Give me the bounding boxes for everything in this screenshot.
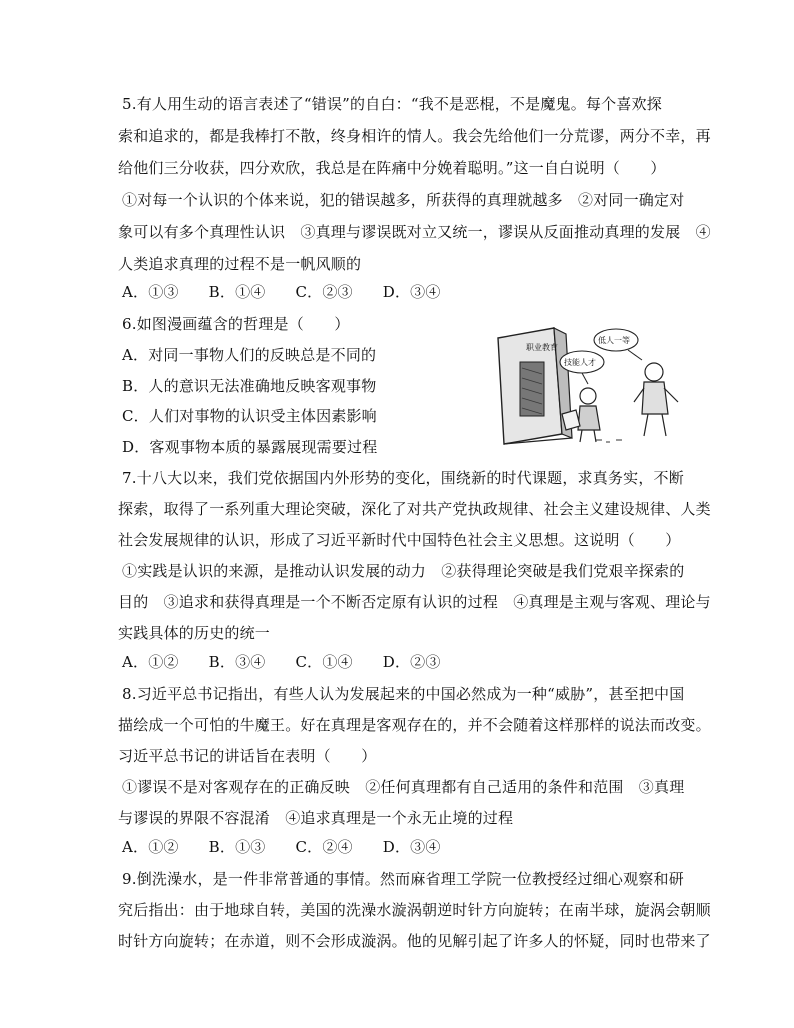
q7-statement-line-1: ①实践是认识的来源，是推动认识发展的动力 ②获得理论突破是我们党艰辛探索的 <box>122 562 685 580</box>
q8-statement-line-1: ①谬误不是对客观存在的正确反映 ②任何真理都有自己适用的条件和范围 ③真理 <box>122 778 685 796</box>
q5-statement-line-2: 象可以有多个真理性认识 ③真理与谬误既对立又统一，谬误从反面推动真理的发展 ④ <box>118 223 711 241</box>
q7-option-a: A．①② <box>122 653 179 671</box>
q5-statement-line-3: 人类追求真理的过程不是一帆风顺的 <box>118 255 362 273</box>
q5-statement-line-1: ①对每一个认识的个体来说，犯的错误越多，所获得的真理就越多 ②对同一确定对 <box>122 191 685 209</box>
q7-option-d: D．②③ <box>382 653 441 671</box>
q7-option-c: C．①④ <box>295 653 353 671</box>
q8-option-a: A．①② <box>122 838 179 856</box>
q8-stem-line-2: 描绘成一个可怕的牛魔王。好在真理是客观存在的，并不会随着这样那样的说法而改变。 <box>118 716 711 734</box>
q6-stem: 6.如图漫画蕴含的哲理是（ ） <box>122 315 350 333</box>
q9-stem-line-3: 时针方向旋转；在赤道，则不会形成漩涡。他的见解引起了许多人的怀疑，同时也带来了 <box>118 932 711 950</box>
q8-stem-line-1: 8.习近平总书记指出，有些人认为发展起来的中国必然成为一种“威胁”，甚至把中国 <box>122 685 685 703</box>
q6-option-b: B．人的意识无法准确地反映客观事物 <box>122 377 377 395</box>
q7-option-b: B．③④ <box>208 653 266 671</box>
q5-options <box>122 282 471 302</box>
q7-statement-line-3: 实践具体的历史的统一 <box>118 624 271 642</box>
q9-stem-line-2: 究后指出：由于地球自转，美国的洗澡水漩涡朝逆时针方向旋转；在南半球，旋涡会朝顺 <box>118 901 711 919</box>
q8-options <box>122 837 471 857</box>
q5-option-d: D．③④ <box>382 283 441 301</box>
q7-stem-line-1: 7.十八大以来，我们党依据国内外形势的变化，围绕新的时代课题，求真务实，不断 <box>122 469 684 487</box>
q9-stem-line-1: 9.倒洗澡水，是一件非常普通的事情。然而麻省理工学院一位教授经过细心观察和研 <box>122 870 684 888</box>
q6-option-d: D．客观事物本质的暴露展现需要过程 <box>122 438 378 456</box>
q7-statement-line-2: 目的 ③追求和获得真理是一个不断否定原有认识的过程 ④真理是主观与客观、理论与 <box>118 593 711 611</box>
q5-stem-line-3: 给他们三分收获，四分欢欣，我总是在阵痛中分娩着聪明。”这一自白说明（ ） <box>118 159 666 177</box>
book-title-text: 职业教育 <box>526 343 558 352</box>
tall-person-figure <box>634 363 678 436</box>
q5-option-a: A．①③ <box>122 283 179 301</box>
speech-bubble-left-text: 技能人才 <box>564 358 596 367</box>
q7-stem-line-2: 探索，取得了一系列重大理论突破，深化了对共产党执政规律、社会主义建设规律、人类 <box>118 500 711 518</box>
q5-option-b: B．①④ <box>208 283 266 301</box>
q7-stem-line-3: 社会发展规律的认识，形成了习近平新时代中国特色社会主义思想。这说明（ ） <box>118 531 681 549</box>
q5-stem-line-2: 索和追求的，都是我棒打不散，终身相许的情人。我会先给他们一分荒谬，两分不幸，再 <box>118 127 711 145</box>
speech-bubble-right-text: 低人一等 <box>598 336 630 345</box>
q6-option-a: A．对同一事物人们的反映总是不同的 <box>122 346 377 364</box>
q5-stem-line-1: 5.有人用生动的语言表述了“错误”的自白：“我不是恶棍，不是魔鬼。每个喜欢探 <box>122 95 662 113</box>
q8-stem-line-3: 习近平总书记的讲话旨在表明（ ） <box>118 747 377 765</box>
q6-option-c: C．人们对事物的认识受主体因素影响 <box>122 407 377 425</box>
q8-statement-line-2: 与谬误的界限不容混淆 ④追求真理是一个永无止境的过程 <box>118 809 514 827</box>
q5-option-c: C．②③ <box>295 283 353 301</box>
q8-option-b: B．①③ <box>208 838 266 856</box>
q8-option-c: C．②④ <box>295 838 353 856</box>
q7-options <box>122 652 471 672</box>
cartoon-illustration <box>492 318 704 446</box>
q8-option-d: D．③④ <box>382 838 441 856</box>
